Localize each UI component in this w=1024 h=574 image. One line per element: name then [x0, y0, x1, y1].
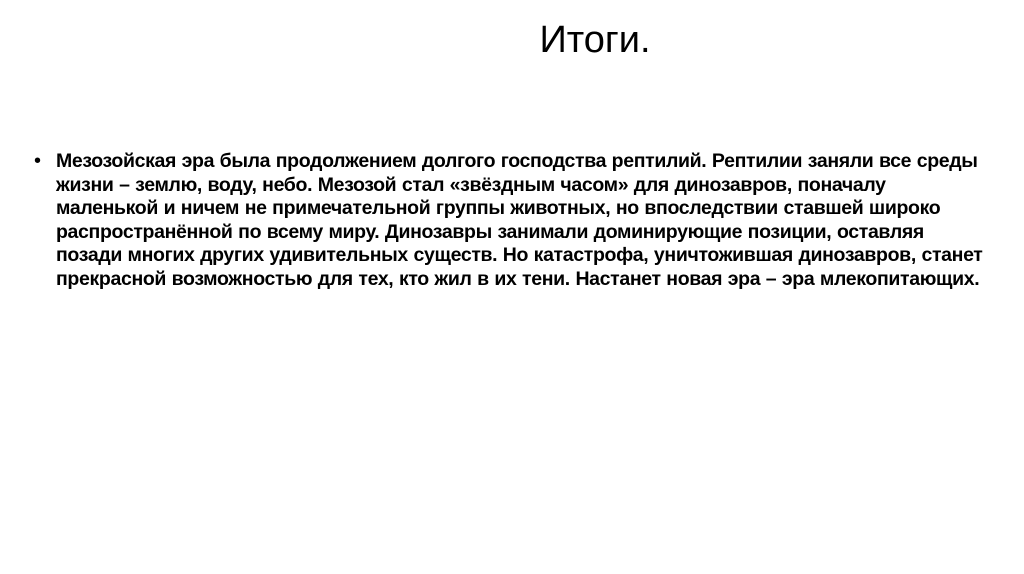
list-item — [34, 150, 984, 291]
bullet-marker: • — [34, 150, 42, 172]
slide-title: Итоги. — [539, 19, 651, 61]
bullet-list — [34, 150, 984, 291]
bullet-text: Мезозойская эра была продолжением долгого господства рептилий. Рептилии заняли все среды жизни – землю, воду, небо. Мезозой стал «звёздным часом» для динозавров, поначалу маленькой и ничем не примечательной группы животных, но впоследствии ставшей широко распространённой по всему миру. Динозавры занимали доминирующие позиции, оставляя позади многих других удивительных существ. Но катастрофа, уничтожившая динозавров, станет прекрасной возможностью для тех, кто жил в их тени. Настанет новая эра – эра млекопитающих. — [56, 150, 983, 290]
